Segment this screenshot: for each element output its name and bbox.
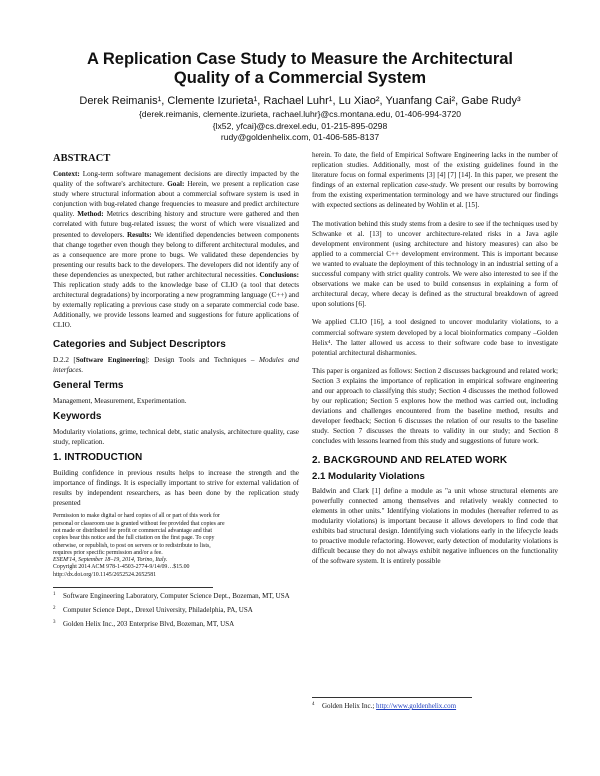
categories-body xyxy=(53,355,299,375)
abstract-context-label: Context: xyxy=(53,170,80,178)
abstract-method: Metrics describing history and structure were gathered and then correlated with future bug-related issues; the worst of which were visualized and presented to developers. xyxy=(53,210,300,239)
permission-line: copies bear this notice and the full citation on the first page. To copy xyxy=(53,535,215,542)
permission-line: requires prior specific permission and/or a fee. xyxy=(53,549,163,556)
abstract-conclusions: This replication study adds to the knowledge base of CLIO (a tool that detects architectural degradations) by incorporating a new programming language (C++) and by externally replicating a previous case study on a separate commercial code base. Additionally, we provide lessons learned and suggestions for future applications of CLIO. xyxy=(53,281,299,330)
footnote-mark: 1 xyxy=(53,592,56,598)
general-terms-heading: General Terms xyxy=(53,379,124,391)
modularity-violations-heading: 2.1 Modularity Violations xyxy=(312,470,425,482)
categories-italic: Modules and interfaces. xyxy=(53,355,299,374)
footnote-text: Computer Science Dept., Drexel University, Philadelphia, PA, USA xyxy=(63,606,253,615)
footnote-divider xyxy=(312,697,472,698)
permission-line: otherwise, or republish, to post on servers or to redistribute to lists, xyxy=(53,542,211,549)
permission-line: personal or classroom use is granted without fee provided that copies are xyxy=(53,520,225,527)
intro-continued-tail: . We present our results by borrowing from the existing experimentation terminology and we have structured our findings with expected sections as delineated by Wohlin et al. [15]. xyxy=(312,181,559,210)
abstract-goal: Herein, we present a replication case study where structural information about a commercial software system is used in conjunction with bug-related change frequencies to measure and predict architecture quality. xyxy=(53,180,300,219)
permission-line: not made or distributed for profit or commercial advantage and that xyxy=(53,527,212,534)
permission-line: Permission to make digital or hard copies of all or part of this work for xyxy=(53,513,220,520)
modularity-violations-paragraph: Baldwin and Clark [1] define a module as "a unit whose structural elements are powerfully connected among themselves and relatively weakly connected to elements in other units." Identifying violations in modules (hereafter referred to as modularity violations) is important because it allows developers to find code that exhibits bad structural design. Identifying such violations early in the lifecycle leads to proactive module refactoring. However, early detection of modularity violations is difficult because they do not always exhibit negative influences on the functionality of the software system. It is entirely possible xyxy=(312,486,558,566)
paper-title xyxy=(40,50,560,88)
footnote-1 xyxy=(53,592,299,601)
keywords-heading: Keywords xyxy=(53,410,102,422)
keywords-body: Modularity violations, grime, technical debt, static analysis, architecture quality, case study, replication. xyxy=(53,427,299,446)
abstract-body xyxy=(53,169,299,331)
contact-line-2: {lx52, yfcai}@cs.drexel.edu, 01-215-895-0298 xyxy=(212,120,388,131)
footnote-text: Golden Helix Inc., 203 Enterprise Blvd, Bozeman, MT, USA xyxy=(63,620,235,629)
introduction-body: Building confidence in previous results helps to increase the strength and the importance of findings. It is especially important to strive for external validation of results by independent researchers, as has been done by the replication study presented xyxy=(53,468,299,508)
footnote-divider xyxy=(53,587,213,588)
contact-line-3: rudy@goldenhelix.com, 01-406-585-8137 xyxy=(220,132,380,143)
footnote-4-text: Golden Helix Inc.; xyxy=(322,702,377,710)
intro-continued-text: herein. To date, the field of Empirical Software Engineering lacks in the number of replication studies. Additionally, most of the existing guidelines found in the literature focus on formal experiments [3] [4] [7] [14]. In this paper, we present the findings of an external replication xyxy=(312,151,558,190)
footnote-3 xyxy=(53,620,299,629)
background-heading: 2. BACKGROUND AND RELATED WORK xyxy=(312,454,508,466)
author-list: Derek Reimanis¹, Clemente Izurieta¹, Rachael Luhr¹, Lu Xiao², Yuanfang Cai², Gabe Rudy³ xyxy=(79,95,521,107)
footnote-2 xyxy=(53,606,299,615)
footnote-mark: 2 xyxy=(53,606,56,612)
abstract-method-label: Method: xyxy=(77,210,104,219)
footnote-mark: 4 xyxy=(312,702,315,707)
right-footnote-area xyxy=(312,697,558,716)
left-column xyxy=(53,150,299,635)
footnote-text xyxy=(320,702,456,711)
author-contacts xyxy=(60,109,540,144)
categories-code: D.2.2 [ xyxy=(53,355,76,364)
title-line-1: A Replication Case Study to Measure the Architectural xyxy=(86,50,514,68)
goldenhelix-link[interactable]: http://www.goldenhelix.com xyxy=(376,702,457,710)
permission-venue: ESEM'14, September 18–19, 2014, Torino, Italy. xyxy=(53,557,168,564)
categories-bold: Software Engineering xyxy=(75,355,146,364)
abstract-goal-label: Goal: xyxy=(167,180,185,189)
clio-paragraph: We applied CLIO [16], a tool designed to uncover modularity violations, to a commercial software system developed by a local bioinformatics company –Golden Helix⁴. The latter allowed us access to their software code base to investigate potential architectural disharmonies. xyxy=(312,318,558,357)
general-terms-body: Management, Measurement, Experimentation. xyxy=(53,396,187,405)
categories-rest: ]: Design Tools and Techniques – xyxy=(145,355,255,364)
footnote-mark: 3 xyxy=(53,620,56,626)
case-study-emphasis: case-study xyxy=(415,181,446,190)
abstract-conclusions-label: Conclusions: xyxy=(259,270,299,279)
abstract-results: We identified dependencies between components that change together even though they belong to different architectural modules, and as a consequence are more prone to bugs. We validated these dependencies by presenting our results back to the developers. The developers did not identify any of these dependencies as unexpected, but rather architectural necessities. xyxy=(53,230,300,279)
intro-continued-paragraph xyxy=(312,150,558,211)
right-column xyxy=(312,150,558,574)
motivation-paragraph: The motivation behind this study stems from a desire to see if the techniques used by Schwanke et al. [13] to uncover architecture-related risks in a Java agile development environment (using architecture and history measures) can also be applied to a commercial C++ development environment. This is important because we wanted to evaluate the deployment of this technology in an industrial setting of a successful company with strict quality controls. We were also interested to see if the observations we make can be used to build consensus in explaining a form of architectural decay, where decay is defined as the structural breakdown of agreed upon solutions [6]. xyxy=(312,219,558,309)
footnote-text: Software Engineering Laboratory, Computer Science Dept., Bozeman, MT, USA xyxy=(63,592,290,601)
permission-copyright: Copyright 2014 ACM 978-1-4503-2774-9/14/09…$15.00 xyxy=(53,564,190,571)
abstract-context: Long-term software management decisions are directly impacted by the quality of the software's architecture. xyxy=(53,170,299,189)
abstract-heading: ABSTRACT xyxy=(53,153,111,164)
permission-block xyxy=(53,513,299,579)
title-line-2: Quality of a Commercial System xyxy=(173,69,427,87)
organization-paragraph: This paper is organized as follows: Section 2 discusses background and related work; Section 3 explains the importance of replication in empirical software engineering and our approach to classifying this study; Section 4 discusses the method followed by our replication; Section 5 explores how the method was carried out, including deviations and challenges encountered from the baseline method, results and developer feedback; Section 6 discusses the relation of our results to the baseline study. Section 7 discusses the threats to validity in our study; and Section 8 concludes with lessons learned from this study and suggestions of future work. xyxy=(312,366,558,446)
contact-line-1: {derek.reimanis, clemente.izurieta, rachael.luhr}@cs.montana.edu, 01-406-994-3720 xyxy=(138,109,462,119)
footnote-4 xyxy=(312,702,558,711)
abstract-results-label: Results: xyxy=(126,230,152,239)
introduction-heading: 1. INTRODUCTION xyxy=(53,451,143,463)
categories-heading: Categories and Subject Descriptors xyxy=(53,338,226,350)
permission-doi: http://dx.doi.org/10.1145/2652524.2652581 xyxy=(53,571,157,578)
